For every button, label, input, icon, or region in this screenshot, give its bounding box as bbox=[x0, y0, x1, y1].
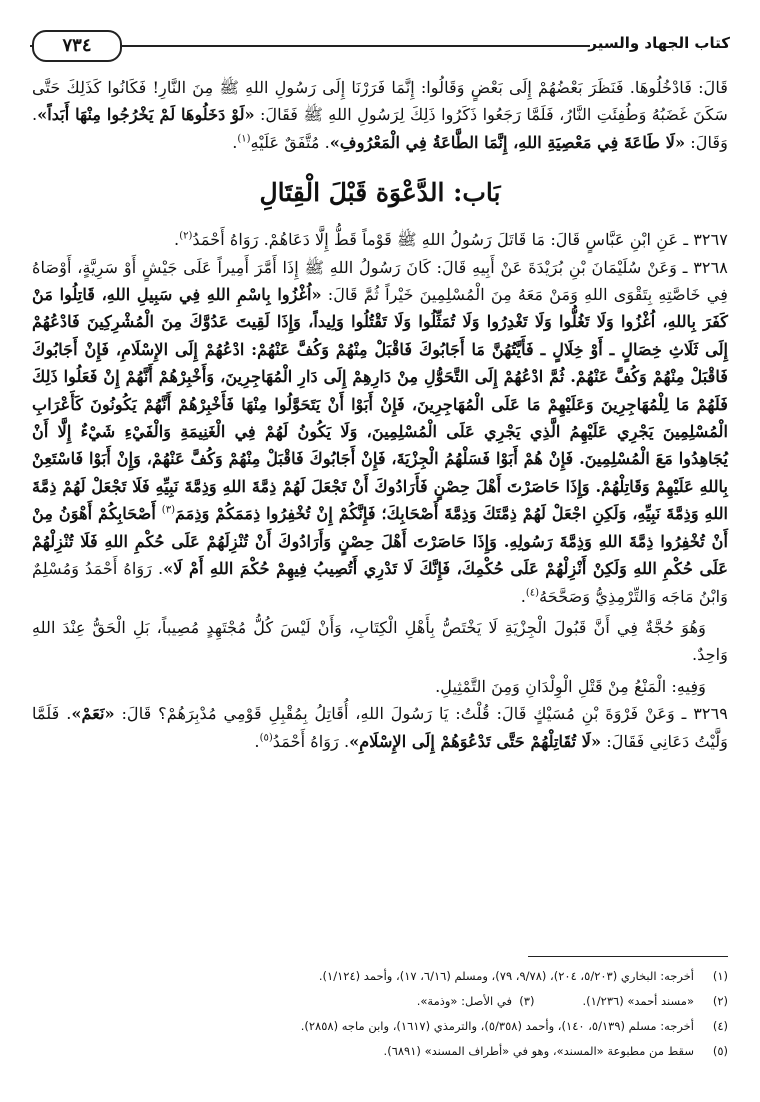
footnote-ref[interactable]: (٣) bbox=[161, 504, 175, 516]
footnote-ref[interactable]: (٢) bbox=[179, 230, 193, 242]
footnote-2-3 bbox=[32, 989, 728, 1014]
footnote-separator bbox=[528, 956, 728, 957]
footnote-text: في الأصل: «وذمة». bbox=[416, 994, 512, 1008]
text-segment: . فَلَمَّا وَلَّيْتُ دَعَانِي فَقَالَ: bbox=[32, 704, 728, 751]
commentary-1: وَهُوَ حُجَّةٌ فِي أَنَّ قَبُولَ الْجِزْيَةِ لَا يَخْتَصُّ بِأَهْلِ الْكِتَابِ، وَأَنْ لَيْسَ كُلُّ مُجْتَهِدٍ مُصِيباً، بَلِ الْحَقُّ عِنْدَ اللهِ وَاحِدٌ. bbox=[32, 617, 728, 665]
text-segment: . مُتَّفَقٌ عَلَيْهِ bbox=[250, 132, 330, 152]
paragraph-continuation bbox=[32, 74, 728, 156]
hadith-text: ٣٢٦٩ ـ وَعَنْ فَرْوَةَ بْنِ مُسَيْكٍ قَالَ: قُلْتُ: يَا رَسُولَ اللهِ، أُقَاتِلُ بِمُقْبِلِ قَوْمِي مُدْبِرَهُمْ؟ قَالَ: bbox=[114, 704, 728, 724]
prophetic-quote: «لَا طَاعَةَ فِي مَعْصِيَةِ اللهِ، إِنَّمَا الطَّاعَةُ فِي الْمَعْرُوفِ» bbox=[329, 132, 686, 152]
prophetic-quote: «لَا تُقَاتِلْهُمْ حَتَّى تَدْعُوَهُمْ إِلَى الإِسْلَامِ» bbox=[349, 731, 602, 751]
hadith-text: ٣٢٦٧ ـ عَنِ ابْنِ عَبَّاسٍ قَالَ: مَا قَاتَلَ رَسُولُ اللهِ ﷺ قَوْماً قَطُّ إِلَّا دَعَاهُمْ. رَوَاهُ أَحْمَدُ bbox=[192, 230, 728, 250]
hadith-3267 bbox=[32, 226, 728, 253]
footnote-text: أخرجه: البخاري (٥/٢٠٣، ٢٠٤)، (٩/٧٨، ٧٩)، ومسلم (٦/١٦، ١٧)، وأحمد (١/١٢٤). bbox=[318, 969, 694, 983]
footnote-number: (٥) bbox=[712, 1044, 728, 1058]
footnote-ref[interactable]: (٤) bbox=[525, 587, 540, 599]
hadith-3269 bbox=[32, 700, 728, 755]
running-title: كتاب الجهاد والسير bbox=[588, 34, 730, 52]
running-header bbox=[30, 30, 730, 60]
text-segment: . bbox=[232, 132, 238, 152]
footnote-number: (٣) bbox=[519, 994, 535, 1008]
text-segment: . bbox=[520, 586, 526, 606]
main-text bbox=[32, 74, 728, 755]
prophetic-quote: «نَعَمْ» bbox=[71, 704, 115, 724]
footnote-number: (١) bbox=[712, 969, 728, 983]
prophetic-quote: أَصْحَابِكُمْ أَهْوَنُ مِنْ أَنْ تُخْفِرُوا ذِمَّةَ اللهِ وَذِمَّةَ رَسُولِهِ. وَإِذَا حَاصَرْتَ أَهْلَ حِصْنٍ وَأَرَادُوكَ أَنْ تُنْزِلَهُمْ عَلَى حُكْمِ اللهِ فَلَا تُنْزِلْهُمْ عَلَى حُكْمِ اللهِ وَلَكِنْ أَنْزِلْهُمْ عَلَى حُكْمِكَ، فَإِنَّكَ لَا تَدْرِي أَتُصِيبُ فِيهِمْ حُكْمَ اللهِ أَمْ لَا» bbox=[32, 504, 729, 579]
text-segment: . وَقَالَ: bbox=[32, 105, 728, 152]
text-segment: . bbox=[174, 230, 180, 250]
footnote-text: أخرجه: مسلم (٥/١٣٩، ١٤٠)، وأحمد (٥/٣٥٨)، والترمذي (١٦١٧)، وابن ماجه (٢٨٥٨). bbox=[300, 1019, 694, 1033]
prophetic-quote: «لَوْ دَخَلُوهَا لَمْ يَخْرُجُوا مِنْهَا أَبَداً» bbox=[37, 105, 255, 125]
footnote-text: «مسند أحمد» (١/٢٣٦). bbox=[582, 994, 694, 1008]
prophetic-quote: «اُغْزُوا بِاسْمِ اللهِ فِي سَبِيلِ اللهِ، قَاتِلُوا مَنْ كَفَرَ بِاللهِ، اُغْزُوا وَلَا تَغُلُّوا وَلَا تَغْدِرُوا وَلَا تُمَثِّلُوا وَلَا تَقْتُلُوا وَلِيداً، وَإِذَا لَقِيتَ عَدُوَّكَ مِنَ الْمُشْرِكِينَ فَادْعُهُمْ إِلَى ثَلَاثِ خِصَالٍ ـ أَوْ خِلَالٍ ـ فَأَيَّتُهُنَّ مَا أَجَابُوكَ فَاقْبَلْ مِنْهُمْ وَكُفَّ عَنْهُمْ: ادْعُهُمْ إِلَى الإِسْلَامِ، فَإِنْ أَجَابُوكَ فَاقْبَلْ مِنْهُمْ وَكُفَّ عَنْهُمْ. ثُمَّ ادْعُهُمْ إِلَى التَّحَوُّلِ مِنْ دَارِهِمْ إِلَى دَارِ الْمُهَاجِرِينَ، وَأَخْبِرْهُمْ أَنَّهُمْ إِنْ فَعَلُوا ذَلِكَ فَلَهُمْ مَا لِلْمُهَاجِرِينَ وَعَلَيْهِمْ مَا عَلَى الْمُهَاجِرِينَ، فَإِنْ أَبَوْا أَنْ يَتَحَوَّلُوا مِنْهَا فَأَخْبِرْهُمْ أَنَّهُمْ يَكُونُونَ كَأَعْرَابِ الْمُسْلِمِينَ يَجْرِي عَلَيْهِمُ الَّذِي يَجْرِي عَلَى الْمُسْلِمِينَ، وَلَا يَكُونُ لَهُمْ فِي الْغَنِيمَةِ وَالْفَيْءِ شَيْءٌ إِلَّا أَنْ يُجَاهِدُوا مَعَ الْمُسْلِمِينَ. فَإِنْ هُمْ أَبَوْا فَسَلْهُمُ الْجِزْيَةَ، فَإِنْ أَجَابُوكَ فَاقْبَلْ مِنْهُمْ وَكُفَّ عَنْهُمْ، وَإِنْ أَبَوْا فَاسْتَعِنْ بِاللهِ عَلَيْهِمْ وَقَاتِلْهُمْ. وَإِذَا حَاصَرْتَ أَهْلَ حِصْنٍ فَأَرَادُوكَ أَنْ تَجْعَلَ لَهُمْ ذِمَّةَ اللهِ وَذِمَّةَ نَبِيِّهِ فَلَا تَجْعَلْ لَهُمْ ذِمَّةَ اللهِ وَذِمَّةَ نَبِيِّهِ، وَلَكِنِ اجْعَلْ لَهُمْ ذِمَّتَكَ وَذِمَّةَ أَصْحَابِكَ؛ فَإِنَّكُمْ إِنْ تُخْفِرُوا ذِمَمَكُمْ وَذِمَمَ bbox=[32, 285, 728, 524]
footnote-text: سقط من مطبوعة «المسند»، وهو في «أطراف المسند» (٦٨٩١). bbox=[383, 1044, 694, 1058]
text-segment: . رَوَاهُ أَحْمَدُ bbox=[272, 731, 350, 751]
text-segment: قَالَ: فَادْخُلُوهَا. فَنَظَرَ بَعْضُهُمْ إِلَى بَعْضٍ وَقَالُوا: إِنَّمَا فَرَرْنَا إِلَى رَسُولِ اللهِ ﷺ مِنَ النَّارِ! فَكَانُوا كَذَلِكَ حَتَّى سَكَنَ غَضَبُهُ وَطُفِئَتِ النَّارُ، فَلَمَّا رَجَعُوا ذَكَرُوا ذَلِكَ لِرَسُولِ اللهِ ﷺ فَقَالَ: bbox=[32, 78, 728, 125]
hadith-3268 bbox=[32, 254, 728, 610]
footnote-ref[interactable]: (٥) bbox=[259, 732, 273, 744]
chapter-heading: بَاب: الدَّعْوَة قَبْلَ الْقِتَالِ bbox=[259, 178, 501, 208]
footnotes bbox=[32, 964, 728, 1064]
footnote-ref[interactable]: (١) bbox=[237, 133, 251, 145]
text-segment: . رَوَاهُ أَحْمَدُ وَمُسْلِمٌ وَابْنُ مَاجَه وَالتِّرْمِذِيُّ وَصَحَّحَهُ bbox=[32, 559, 728, 606]
text-segment: . bbox=[254, 731, 260, 751]
footnote-number: (٤) bbox=[712, 1019, 728, 1033]
footnote-1 bbox=[32, 964, 728, 989]
footnote-number: (٢) bbox=[712, 994, 728, 1008]
footnote-4 bbox=[32, 1014, 728, 1039]
hadith-text: ٣٢٦٨ ـ وَعَنْ سُلَيْمَانَ بْنِ بُرَيْدَةَ عَنْ أَبِيهِ قَالَ: كَانَ رَسُولُ اللهِ ﷺ إِذَا أَمَّرَ أَمِيراً عَلَى جَيْشٍ أَوْ سَرِيَّةٍ، أَوْصَاهُ فِي خَاصَّتِهِ بِتَقْوَى اللهِ وَمَنْ مَعَهُ مِنَ الْمُسْلِمِينَ خَيْراً ثُمَّ قَالَ: bbox=[32, 257, 728, 305]
footnote-5 bbox=[32, 1039, 728, 1064]
page-number: ٧٣٤ bbox=[32, 30, 122, 62]
commentary-2: وَفِيهِ: الْمَنْعُ مِنْ قَتْلِ الْوِلْدَانِ وَمِنَ التَّمْثِيلِ. bbox=[435, 676, 706, 696]
